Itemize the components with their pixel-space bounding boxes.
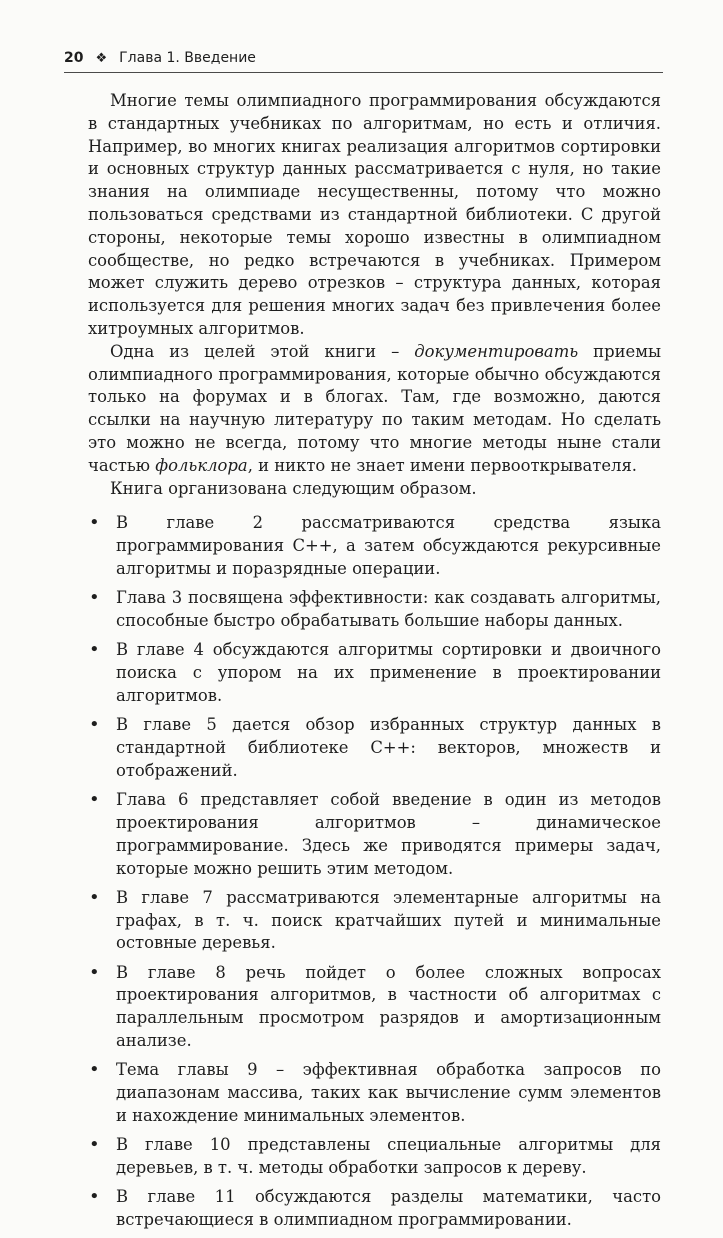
chapter-list-item (88, 512, 661, 580)
chapter-description: В главе 10 представлены специальные алгоритмы для деревьев, в т. ч. методы обработки запросов к дереву. (116, 1135, 661, 1178)
chapter-list-item (88, 789, 661, 880)
bullet-icon: • (89, 587, 100, 609)
goals-text-start: Одна из целей этой книги – (110, 341, 415, 361)
bullet-icon: • (89, 961, 100, 983)
chapter-list-item (88, 962, 661, 1053)
bullet-icon: • (89, 886, 100, 908)
page-number: 20 (64, 50, 84, 66)
chapter-list-item (88, 639, 661, 707)
organization-paragraph: Книга организована следующим образом. (110, 478, 477, 498)
chapter-title: Глава 1. Введение (119, 50, 256, 66)
goals-text-middle: приемы олимпиадного программирования, которые обычно обсуждаются только на форумах и в блогах. Там, где возможно, даются ссылки на научную литературу по таким методам. Но сделать это можно не всегда, потому что многие методы ныне стали частью (88, 341, 662, 475)
bullet-icon: • (89, 1134, 100, 1156)
chapter-list-item (88, 887, 661, 955)
body-text (88, 90, 661, 1238)
chapter-description: В главе 4 обсуждаются алгоритмы сортировки и двоичного поиска с упором на их применение в проектировании алгоритмов. (116, 640, 661, 705)
chapter-description: Глава 3 посвящена эффективности: как создавать алгоритмы, способные быстро обрабатывать большие наборы данных. (116, 588, 661, 631)
chapter-list-item (88, 1134, 661, 1180)
emphasis-folklore: фольклора (155, 455, 248, 475)
bullet-icon: • (89, 714, 100, 736)
chapter-list-item (88, 1059, 661, 1127)
chapter-description: В главе 8 речь пойдет о более сложных вопросах проектирования алгоритмов, в частности об алгоритмах с параллельным просмотром разрядов и амортизационным анализе. (116, 962, 661, 1051)
bullet-icon: • (89, 512, 100, 534)
bullet-icon: • (89, 1186, 100, 1208)
chapter-list (88, 512, 661, 1232)
emphasis-document: документировать (414, 341, 579, 361)
chapter-description: В главе 7 рассматриваются элементарные алгоритмы на графах, в т. ч. поиск кратчайших путей и минимальные остовные деревья. (116, 887, 661, 953)
bullet-icon: • (89, 789, 100, 811)
goals-text-end: , и никто не знает имени первооткрывателя. (247, 455, 638, 475)
chapter-list-item (88, 1186, 661, 1232)
goals-paragraph (88, 341, 661, 478)
chapter-description: В главе 11 обсуждаются разделы математики, часто встречающиеся в олимпиадном программировании. (116, 1187, 661, 1230)
intro-paragraph: Многие темы олимпиадного программирования обсуждаются в стандартных учебниках по алгоритмам, но есть и отличия. Например, во многих книгах реализация алгоритмов сортировки и основных структур данных рассматривается с нуля, но такие знания на олимпиаде несущественны, потому что можно пользоваться средствами из стандартной библиотеки. С другой стороны, некоторые темы хорошо известны в олимпиадном сообществе, но редко встречаются в учебниках. Примером может служить дерево отрезков – структура данных, которая используется для решения многих задач без привлечения более хитроумных алгоритмов. (88, 91, 661, 338)
chapter-description: Глава 6 представляет собой введение в один из методов проектирования алгоритмов – динамическое программирование. Здесь же приводятся примеры задач, которые можно решить этим методом. (116, 790, 661, 878)
ornament-icon: ❖ (95, 51, 108, 66)
bullet-icon: • (89, 639, 100, 661)
bullet-icon: • (89, 1059, 100, 1081)
chapter-description: В главе 5 дается обзор избранных структур данных в стандартной библиотеке C++: векторов, множеств и отображений. (116, 715, 661, 780)
chapter-description: Тема главы 9 – эффективная обработка запросов по диапазонам массива, таких как вычисление сумм элементов и нахождение минимальных элементов. (116, 1060, 661, 1125)
chapter-description: В главе 2 рассматриваются средства языка программирования C++, а затем обсуждаются рекурсивные алгоритмы и поразрядные операции. (116, 513, 661, 578)
chapter-list-item (88, 587, 661, 633)
chapter-list-item (88, 714, 661, 782)
running-header (64, 48, 663, 73)
